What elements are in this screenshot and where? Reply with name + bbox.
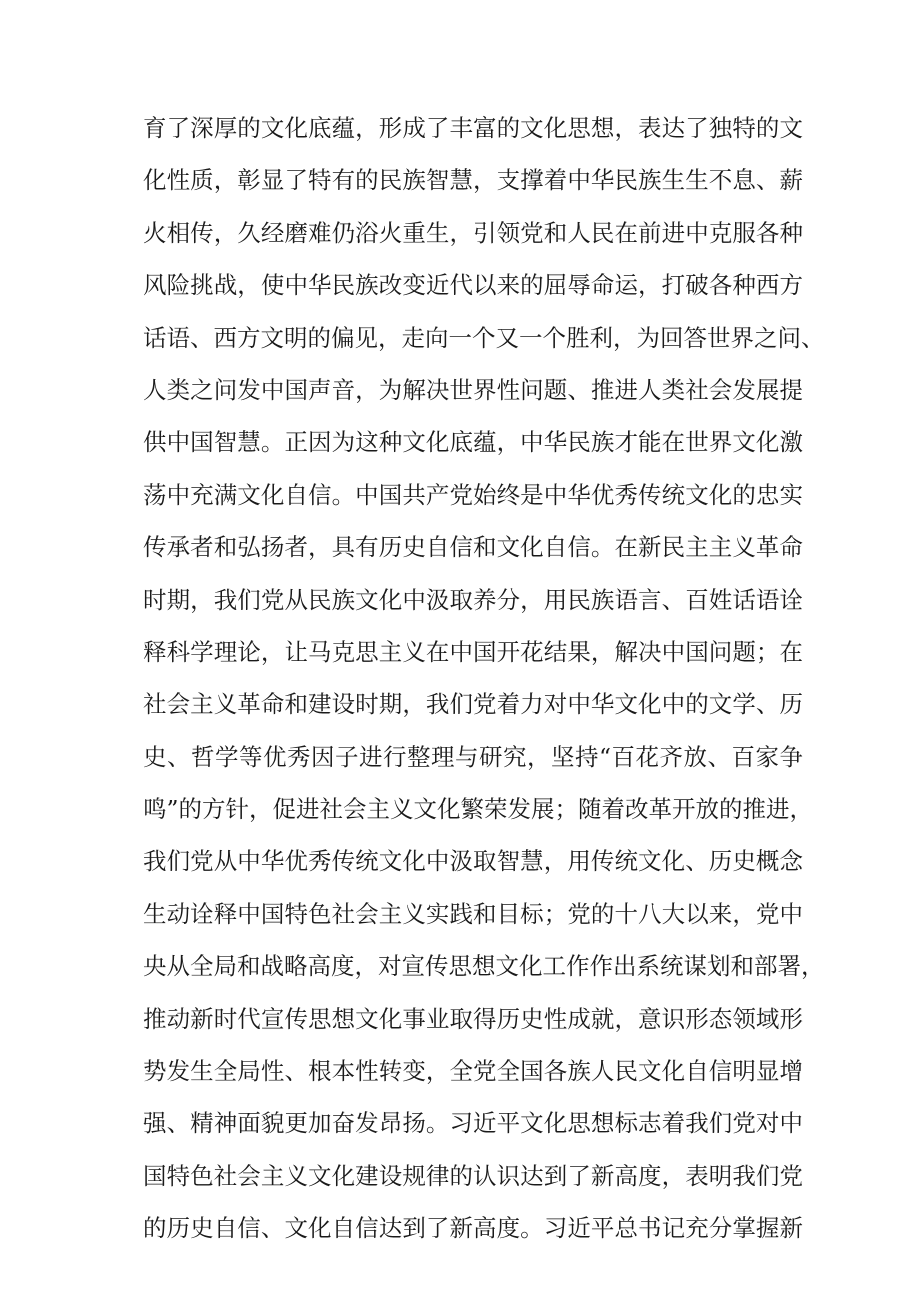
text-line: 社会主义革命和建设时期，我们党着力对中华文化中的文学、历 xyxy=(143,690,803,719)
text-line: 传承者和弘扬者，具有历史自信和文化自信。在新民主主义革命 xyxy=(143,533,803,562)
text-line: 供中国智慧。正因为这种文化底蕴，中华民族才能在世界文化激 xyxy=(143,428,803,457)
text-line: 的历史自信、文化自信达到了新高度。习近平总书记充分掌握新 xyxy=(143,1214,803,1243)
body-text xyxy=(143,102,825,1255)
text-line: 人类之问发中国声音，为解决世界性问题、推进人类社会发展提 xyxy=(143,375,803,404)
text-line: 生动诠释中国特色社会主义实践和目标；党的十八大以来，党中 xyxy=(143,899,803,928)
text-line: 化性质，彰显了特有的民族智慧，支撑着中华民族生生不息、薪 xyxy=(143,166,803,195)
text-line: 强、精神面貌更加奋发昂扬。习近平文化思想标志着我们党对中 xyxy=(143,1109,803,1138)
text-line: 育了深厚的文化底蕴，形成了丰富的文化思想，表达了独特的文 xyxy=(143,114,803,142)
text-line: 势发生全局性、根本性转变，全党全国各族人民文化自信明显增 xyxy=(143,1057,803,1086)
text-line: 央从全局和战略高度，对宣传思想文化工作作出系统谋划和部署， xyxy=(143,952,825,981)
text-line: 荡中充满文化自信。中国共产党始终是中华优秀传统文化的忠实 xyxy=(143,480,803,509)
text-line: 史、哲学等优秀因子进行整理与研究，坚持“百花齐放、百家争 xyxy=(143,742,803,771)
text-line: 释科学理论，让马克思主义在中国开花结果，解决中国问题；在 xyxy=(143,637,803,666)
text-line: 国特色社会主义文化建设规律的认识达到了新高度，表明我们党 xyxy=(143,1161,803,1190)
text-line: 推动新时代宣传思想文化事业取得历史性成就，意识形态领域形 xyxy=(143,1004,803,1033)
text-line: 火相传，久经磨难仍浴火重生，引领党和人民在前进中克服各种 xyxy=(143,218,803,247)
text-line: 我们党从中华优秀传统文化中汲取智慧，用传统文化、历史概念 xyxy=(143,847,803,876)
text-line: 风险挑战，使中华民族改变近代以来的屈辱命运，打破各种西方 xyxy=(143,271,803,300)
text-line: 话语、西方文明的偏见，走向一个又一个胜利，为回答世界之问、 xyxy=(143,323,825,352)
text-line: 鸣”的方针，促进社会主义文化繁荣发展；随着改革开放的推进， xyxy=(143,795,814,824)
text-line: 时期，我们党从民族文化中汲取养分，用民族语言、百姓话语诠 xyxy=(143,585,803,614)
